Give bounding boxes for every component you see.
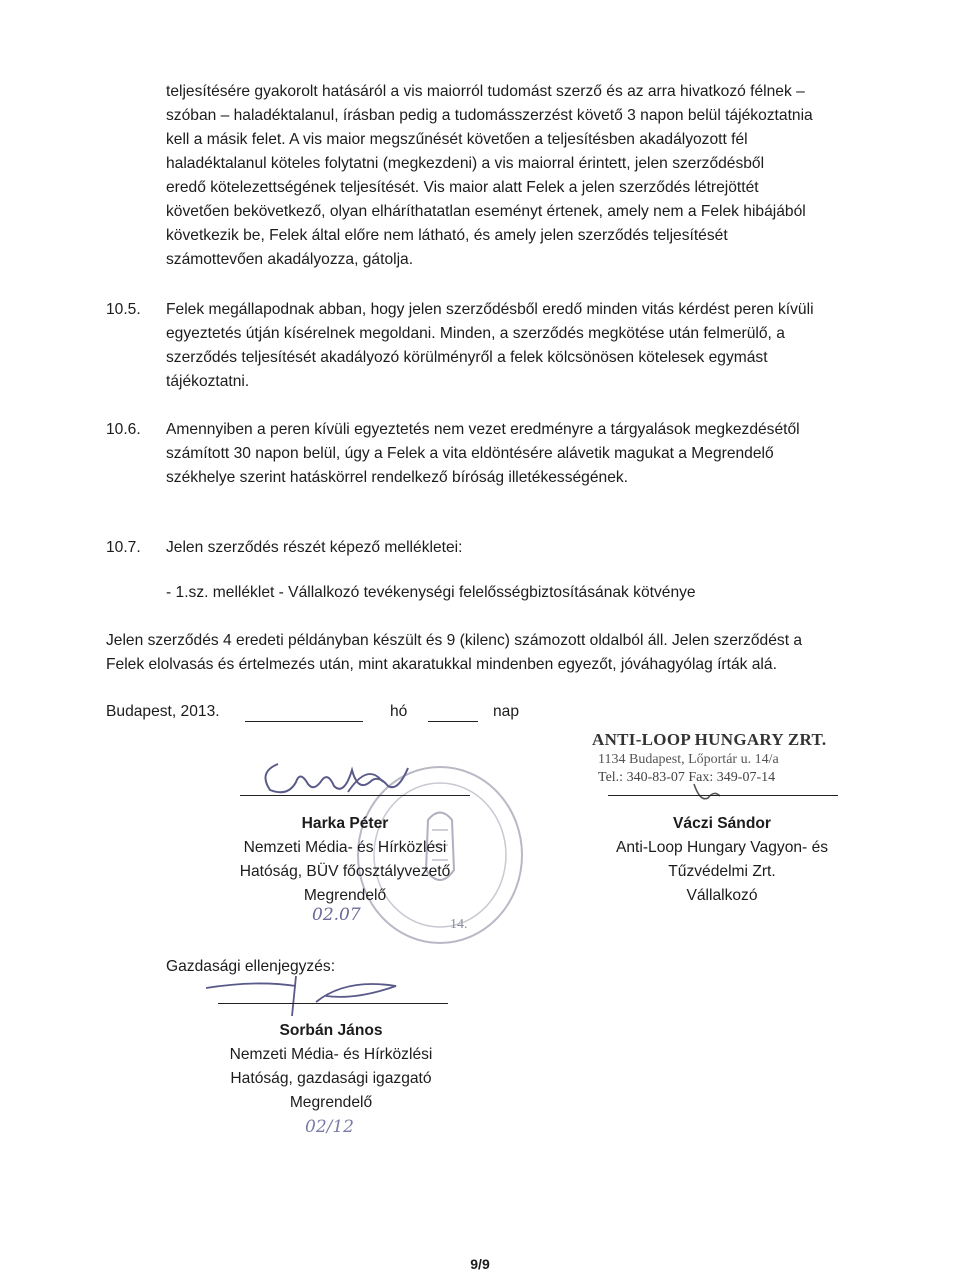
month-blank-line bbox=[245, 721, 363, 722]
page-number: 9/9 bbox=[470, 1256, 490, 1272]
text-line: Felek megállapodnak abban, hogy jelen szerződésből eredő minden vitás kérdést peren kívüli bbox=[166, 301, 814, 318]
text-line: kell a másik felet. A vis maior megszűnését követően a teljesítésben akadályozott fél bbox=[166, 131, 748, 148]
signature-line-left bbox=[240, 795, 470, 796]
countersign-name: Sorbán János bbox=[279, 1022, 383, 1039]
clause-number-10-5: 10.5. bbox=[106, 301, 141, 318]
signatory-right-block bbox=[572, 812, 872, 908]
day-blank-line bbox=[428, 721, 478, 722]
text-line: teljesítésére gyakorolt hatásáról a vis maiorról tudomást szerző és az arra hivatkozó félnek – bbox=[166, 83, 805, 100]
countersign-org-line1: Nemzeti Média- és Hírközlési bbox=[229, 1046, 433, 1063]
text-line: következik be, Felek által előre nem látható, és amely jelen szerződés teljesítését bbox=[166, 227, 728, 244]
clause-number-10-6: 10.6. bbox=[106, 421, 141, 438]
signatory-left-org-line2: Hatóság, BÜV főosztályvezető bbox=[239, 863, 451, 880]
clause-intro bbox=[166, 80, 840, 272]
signatory-right-name: Váczi Sándor bbox=[673, 815, 771, 832]
day-label: nap bbox=[493, 703, 520, 720]
text-line: haladéktalanul köteles folytatni (megkezdeni) a vis maiorral érintett, jelen szerződésből bbox=[166, 155, 765, 172]
text-line: Amennyiben a peren kívüli egyeztetés nem vezet eredményre a tárgyalások megkezdésétől bbox=[166, 421, 800, 438]
signatory-left-block bbox=[200, 812, 490, 908]
text-line: szóban – haladéktalanul, írásban pedig a tudomásszerzést követő 3 napon belül tájékoztatnia bbox=[166, 107, 813, 124]
countersign-label: Gazdasági ellenjegyzés: bbox=[166, 958, 336, 975]
text-line: követően bekövetkező, olyan elháríthatatlan eseményt értenek, amely nem a Felek hibájából bbox=[166, 203, 806, 220]
annex-item: - 1.sz. melléklet - Vállalkozó tevékenységi felelősségbiztosításának kötvénye bbox=[166, 584, 696, 601]
signature-line-countersign bbox=[218, 1003, 448, 1004]
company-stamp-phone: Tel.: 340-83-07 Fax: 349-07-14 bbox=[598, 770, 776, 785]
company-stamp-address: 1134 Budapest, Lőportár u. 14/a bbox=[598, 752, 779, 767]
clause-10-6 bbox=[166, 418, 840, 490]
handwritten-date-countersign: 02/12 bbox=[305, 1117, 354, 1137]
signature-vaczi bbox=[690, 778, 750, 808]
signatory-right-org-line1: Anti-Loop Hungary Vagyon- és bbox=[615, 839, 829, 856]
text-line: egyeztetés útján kísérelnek megoldani. Minden, a szerződés megkötése után felmerülő, a bbox=[166, 325, 785, 342]
text-line: Jelen szerződés 4 eredeti példányban készült és 9 (kilenc) számozott oldalból áll. Jelen szerződést a bbox=[106, 632, 803, 649]
text-line: tájékoztatni. bbox=[166, 373, 250, 390]
company-stamp-name: ANTI-LOOP HUNGARY ZRT. bbox=[592, 730, 827, 749]
text-line: Felek elolvasás és értelmezés után, mint akaratukkal mindenben egyezőt, jóváhagyólag írták alá. bbox=[106, 656, 777, 673]
month-label: hó bbox=[390, 703, 408, 720]
text-line: szerződés teljesítését akadályozó körülményről a felek kölcsönösen kötelesek egymást bbox=[166, 349, 768, 366]
text-line: számított 30 napon belül, úgy a Felek a vita eldöntésére alávetik magukat a Megrendelő bbox=[166, 445, 774, 462]
signatory-left-name: Harka Péter bbox=[301, 815, 389, 832]
signatory-left-role: Megrendelő bbox=[303, 887, 387, 904]
closing-paragraph bbox=[106, 629, 840, 677]
text-line: számottevően akadályozza, gátolja. bbox=[166, 251, 414, 268]
seal-number: 14. bbox=[450, 917, 468, 932]
signature-line-right bbox=[608, 795, 838, 796]
text-line: székhelye szerint hatáskörrel rendelkező bíróság illetékességének. bbox=[166, 469, 628, 486]
clause-number-10-7: 10.7. bbox=[106, 539, 141, 556]
handwritten-date-left: 02.07 bbox=[312, 905, 361, 925]
signatory-right-org-line2: Tűzvédelmi Zrt. bbox=[668, 863, 776, 880]
signatory-left-org-line1: Nemzeti Média- és Hírközlési bbox=[243, 839, 447, 856]
signatory-right-role: Vállalkozó bbox=[686, 887, 758, 904]
countersign-block bbox=[186, 1019, 476, 1115]
date-place: Budapest, 2013. bbox=[106, 703, 220, 720]
clause-10-5 bbox=[166, 298, 840, 394]
countersign-role: Megrendelő bbox=[289, 1094, 373, 1111]
text-line: eredő kötelezettségének teljesítését. Vis maior alatt Felek a jelen szerződés létrejöttét bbox=[166, 179, 759, 196]
signature-sorban bbox=[196, 972, 416, 1022]
clause-10-7-text: Jelen szerződés részét képező mellékletei: bbox=[166, 539, 463, 556]
countersign-org-line2: Hatóság, gazdasági igazgató bbox=[230, 1070, 432, 1087]
